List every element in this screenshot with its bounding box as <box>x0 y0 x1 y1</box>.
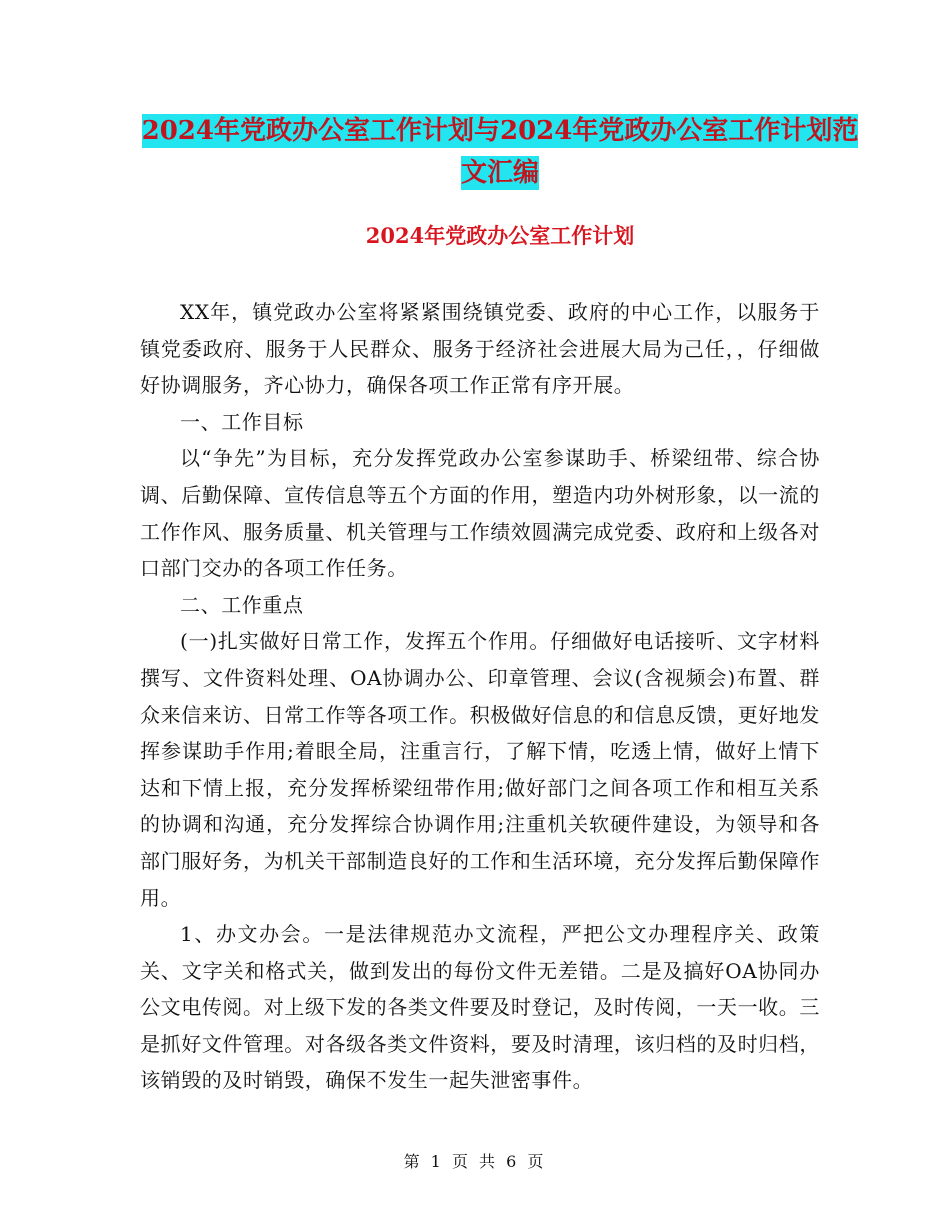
heading-work-focus: 二、工作重点 <box>180 592 304 617</box>
paragraph-intro: XX年，镇党政办公室将紧紧围绕镇党委、政府的中心工作，以服务于镇党委政府、服务于人民群众、服务于经济社会进展大局为己任，，仔细做好协调服务，齐心协力，确保各项工作正常有序开展。 <box>140 300 820 398</box>
section-title: 2024年党政办公室工作计划 <box>365 223 635 248</box>
page-number-footer: 第 1 页 共 6 页 <box>403 1152 547 1171</box>
document-title-text: 2024年党政办公室工作计划与2024年党政办公室工作计划范文汇编 <box>141 116 859 188</box>
document-body <box>140 294 820 1099</box>
document-title <box>140 110 860 194</box>
paragraph-document-handling: 1、办文办会。一是法律规范办文流程，严把公文办理程序关、政策关、文字关和格式关，做到发出的每份文件无差错。二是及搞好OA协同办公文电传阅。对上级下发的各类文件要及时登记，及时传阅，一天一收。三是抓好文件管理。对各级各类文件资料，要及时清理，该归档的及时归档，该销毁的及时销毁，确保不发生一起失泄密事件。 <box>140 922 820 1093</box>
paragraph-daily-work: (一)扎实做好日常工作，发挥五个作用。仔细做好电话接听、文字材料撰写、文件资料处理、OA协调办公、印章管理、会议(含视频会)布置、群众来信来访、日常工作等各项工作。积极做好信息的和信息反馈，更好地发挥参谋助手作用;着眼全局，注重言行，了解下情，吃透上情，做好上情下达和下情上报，充分发挥桥梁纽带作用;做好部门之间各项工作和相互关系的协调和沟通，充分发挥综合协调作用;注重机关软硬件建设，为领导和各部门服好务，为机关干部制造良好的工作和生活环境，充分发挥后勤保障作用。 <box>140 629 820 910</box>
heading-work-goal: 一、工作目标 <box>180 409 304 434</box>
paragraph-work-goal: 以“争先”为目标，充分发挥党政办公室参谋助手、桥梁纽带、综合协调、后勤保障、宣传信息等五个方面的作用，塑造内功外树形象，以一流的工作作风、服务质量、机关管理与工作绩效圆满完成党委、政府和上级各对口部门交办的各项工作任务。 <box>140 446 820 581</box>
